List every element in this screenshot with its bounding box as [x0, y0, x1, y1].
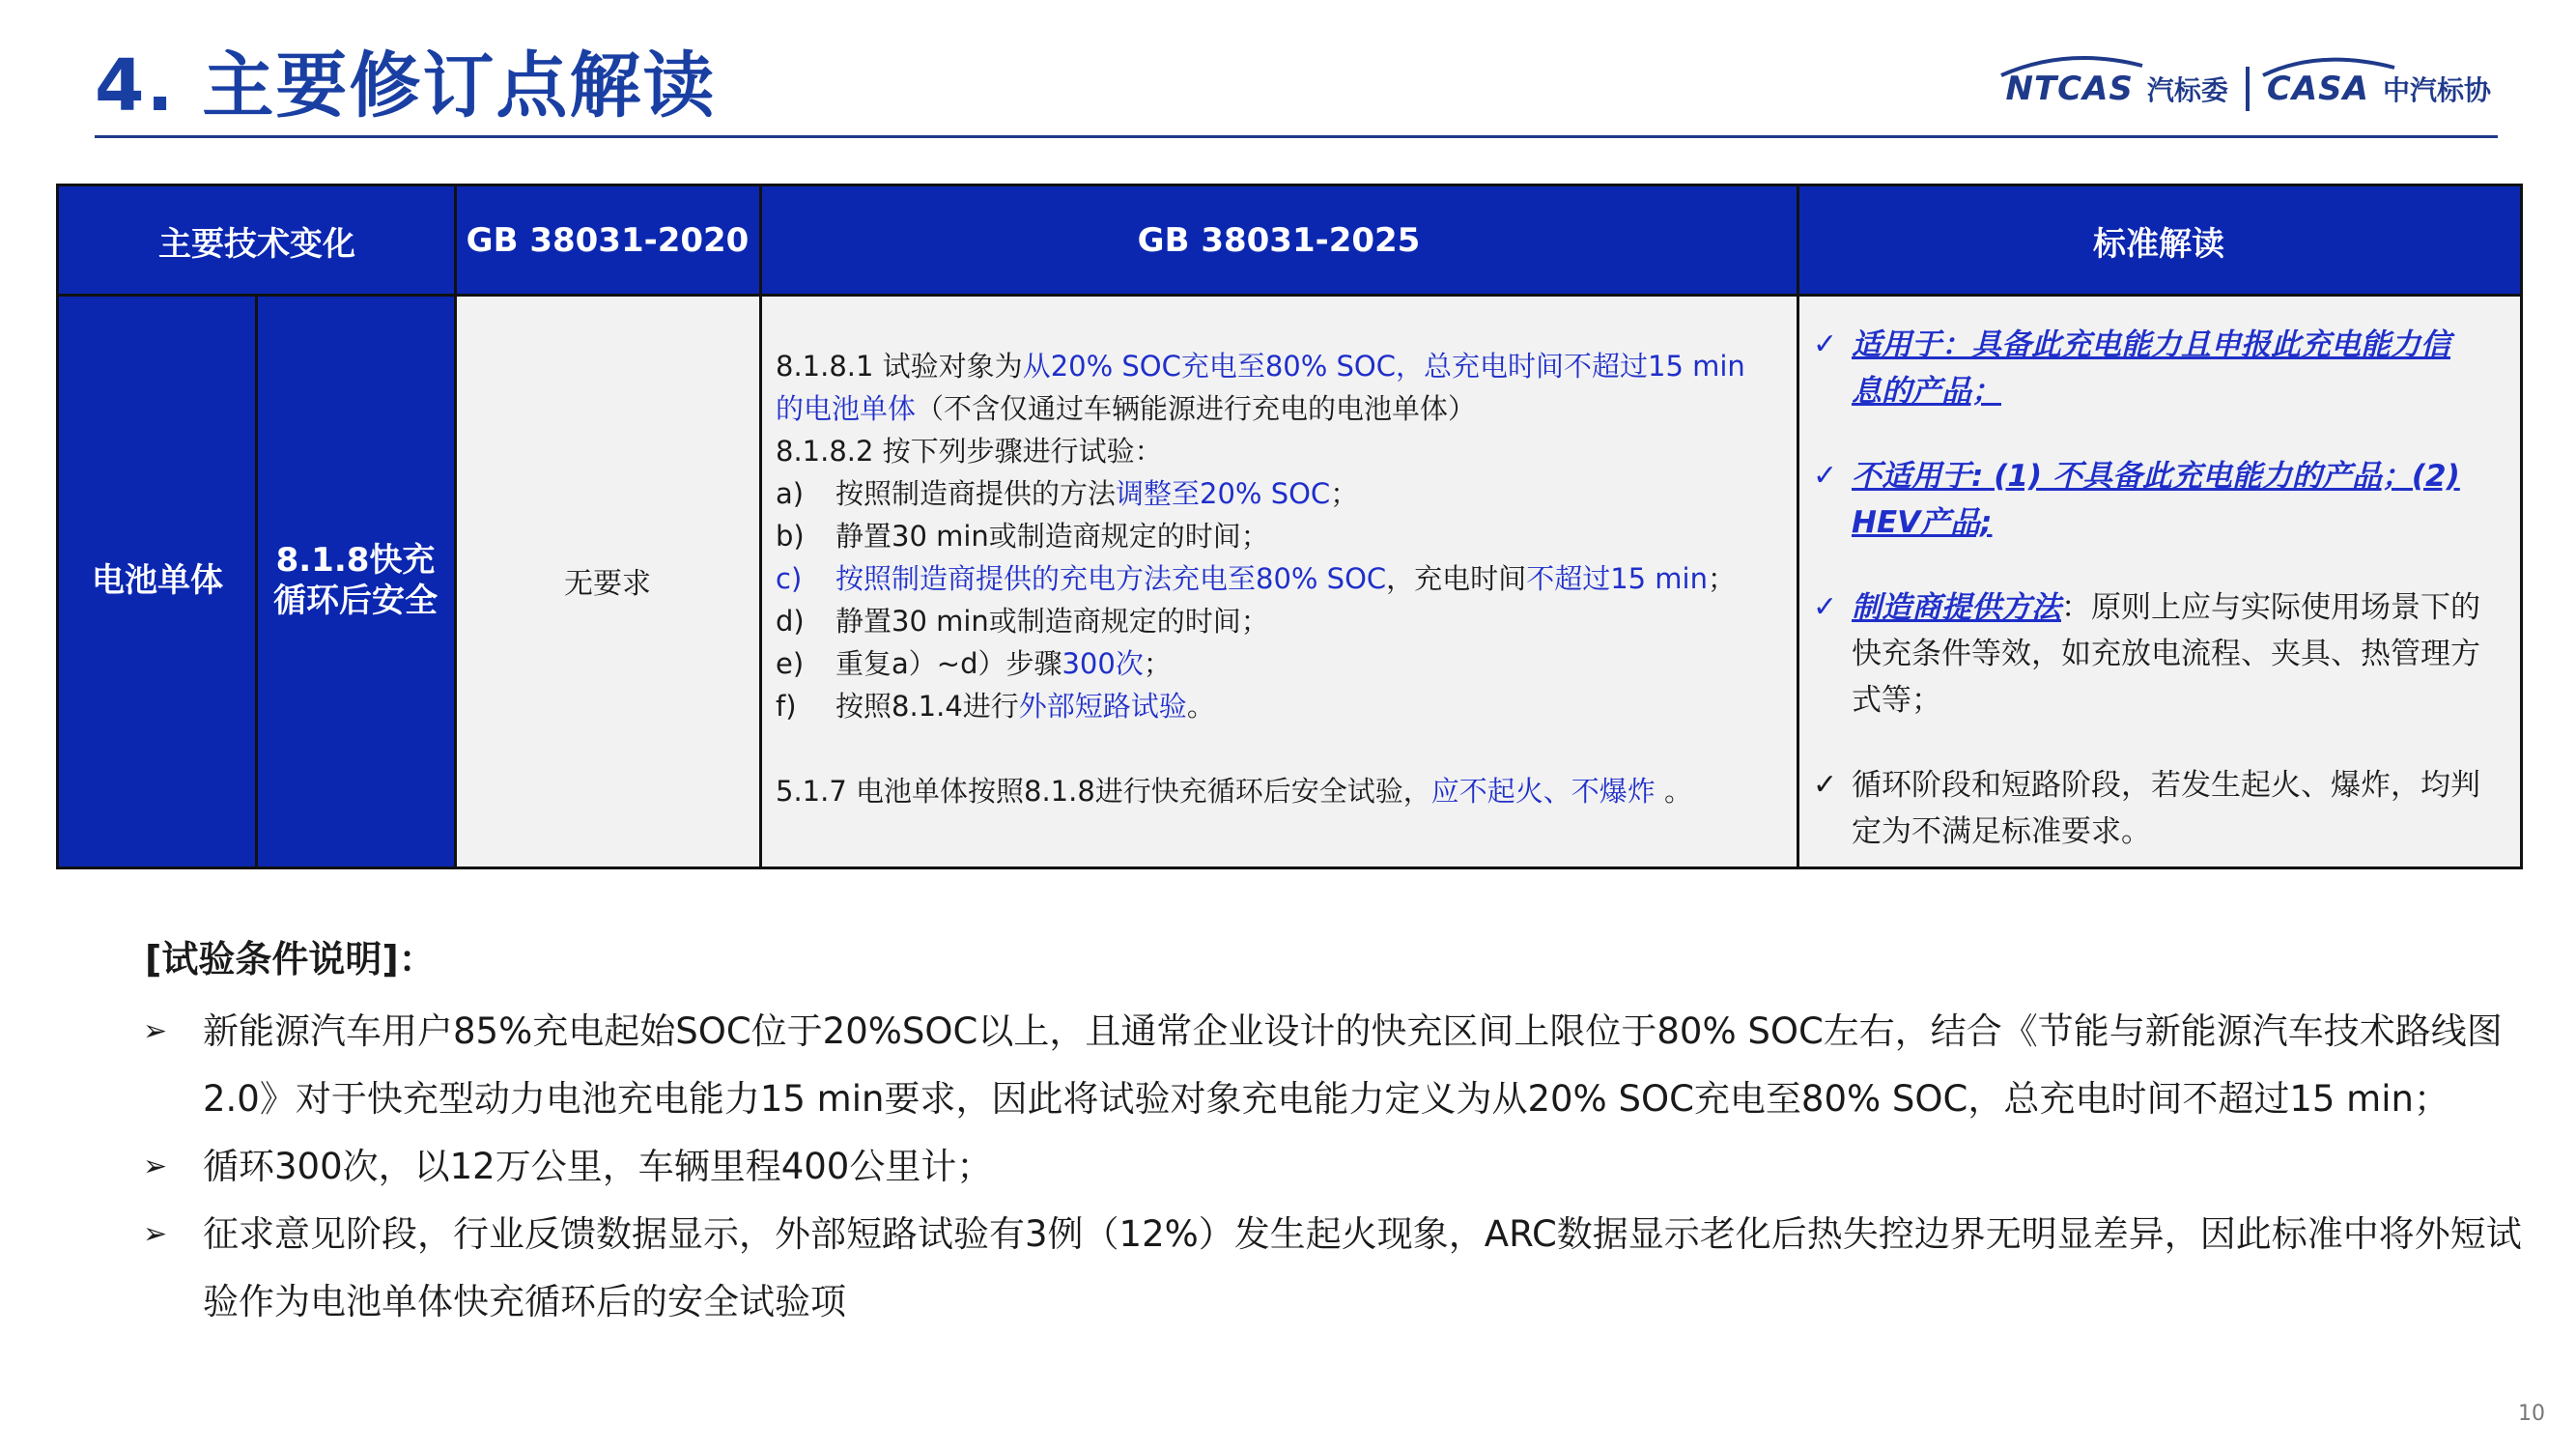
step-b: b) 静置30 min或制造商规定的时间； — [776, 520, 1269, 553]
interpretation-not-applicable: ✓ 不适用于: (1) 不具备此充电能力的产品；(2) HEV产品; — [1813, 453, 2506, 546]
table-rule-header — [59, 294, 2520, 297]
row-sublabel-line1: 8.1.8快充 — [275, 540, 436, 580]
casa-logo-cn: 中汽标协 — [2382, 74, 2491, 106]
clause-8181-line2: 的电池单体（不含仅通过车辆能源进行充电的电池单体） — [776, 392, 1477, 425]
header-gb-2025: GB 38031-2025 — [760, 186, 1798, 295]
old-standard-cell — [455, 295, 760, 867]
step-c: c) 按照制造商提供的充电方法充电至80% SOC，充电时间不超过15 min； — [776, 562, 1737, 595]
table-rule-col1 — [255, 295, 258, 867]
logos — [2005, 60, 2491, 118]
step-a: a) 按照制造商提供的方法调整至20% SOC； — [776, 477, 1359, 510]
arrow-bullet-icon: ➢ — [143, 1014, 168, 1048]
check-icon: ✓ — [1813, 327, 1838, 361]
table-rule-col2 — [454, 186, 457, 867]
interpretation-judgement: ✓ 循环阶段和短路阶段，若发生起火、爆炸，均判定为不满足标准要求。 — [1813, 762, 2506, 855]
clause-8181-line1: 8.1.8.1 试验对象为从20% SOC充电至80% SOC，总充电时间不超过15 min — [776, 350, 1745, 383]
table-rule-col3 — [759, 186, 762, 867]
table-rule-col4 — [1797, 186, 1799, 867]
arrow-bullet-icon: ➢ — [143, 1150, 168, 1183]
ntcas-logo-cn: 汽标委 — [2146, 74, 2228, 106]
revision-table — [56, 184, 2523, 869]
arrow-bullet-icon: ➢ — [143, 1217, 168, 1251]
notes-title: [试验条件说明]： — [145, 938, 436, 980]
check-icon: ✓ — [1813, 459, 1838, 493]
row-label-battery-cell: 电池单体 — [59, 295, 256, 867]
row-sublabel-fast-charge — [256, 295, 455, 867]
title-rule — [95, 135, 2498, 138]
step-f: f) 按照8.1.4进行外部短路试验。 — [776, 690, 1215, 723]
header-interpretation: 标准解读 — [1798, 186, 2520, 295]
check-icon: ✓ — [1813, 768, 1838, 802]
check-icon: ✓ — [1813, 590, 1838, 624]
interpretation-manufacturer-method: ✓ 制造商提供方法：原则上应与实际使用场景下的快充条件等效，如充放电流程、夹具、热管理方式等； — [1813, 584, 2506, 724]
page-number: 10 — [2518, 1402, 2545, 1426]
casa-logo — [2267, 70, 2491, 108]
header-gb-2020: GB 38031-2020 — [455, 186, 760, 295]
clause-517: 5.1.7 电池单体按照8.1.8进行快充循环后安全试验，应不起火、不爆炸 。 — [776, 775, 1693, 808]
step-d: d) 静置30 min或制造商规定的时间； — [776, 605, 1269, 638]
page-title: 4. 主要修订点解读 — [95, 44, 717, 128]
note-item: ➢ 新能源汽车用户85%充电起始SOC位于20%SOC以上，且通常企业设计的快充区间上限位于80% SOC左右，结合《节能与新能源汽车技术路线图2.0》对于快充型动力电池充电能力15 min要求，因此将试验对象充电能力定义为从20% SOC充电至80% SOC，总充电时间不超过15 min； — [145, 998, 2531, 1133]
test-conditions-notes — [145, 929, 2531, 1336]
note-item: ➢ 循环300次，以12万公里，车辆里程400公里计； — [145, 1133, 2531, 1201]
ntcas-swoosh-icon — [1999, 52, 2144, 77]
new-standard-cell — [760, 295, 1798, 867]
old-standard-text: 无要求 — [564, 567, 651, 601]
ntcas-logo — [2005, 70, 2227, 108]
clause-8182: 8.1.8.2 按下列步骤进行试验： — [776, 435, 1163, 468]
step-e: e) 重复a）~d）步骤300次； — [776, 647, 1172, 680]
header-technical-change: 主要技术变化 — [59, 186, 455, 295]
casa-swoosh-icon — [2261, 52, 2396, 77]
interpretation-cell — [1798, 295, 2520, 867]
casa-logo-text: CASA — [2267, 70, 2369, 108]
ntcas-logo-text: NTCAS — [2005, 70, 2133, 108]
logo-separator — [2246, 67, 2250, 111]
note-item: ➢ 征求意见阶段，行业反馈数据显示，外部短路试验有3例（12%）发生起火现象，ARC数据显示老化后热失控边界无明显差异，因此标准中将外短试验作为电池单体快充循环后的安全试验项 — [145, 1201, 2531, 1336]
interpretation-applicable: ✓ 适用于：具备此充电能力且申报此充电能力信 息的产品； — [1813, 322, 2506, 414]
row-sublabel-line2: 循环后安全 — [273, 582, 438, 620]
